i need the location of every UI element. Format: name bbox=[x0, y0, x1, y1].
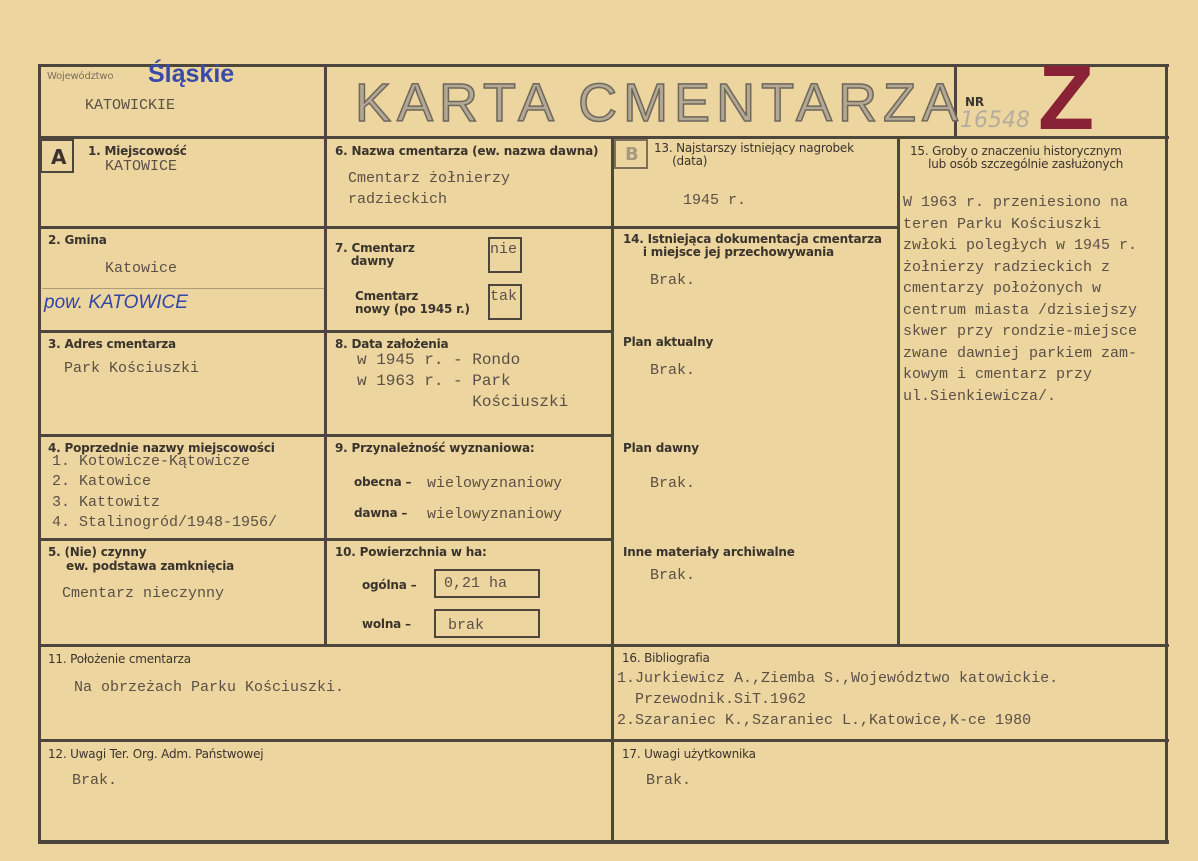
f3-value: Park Kościuszki bbox=[64, 360, 200, 377]
f7-nowy-box bbox=[488, 284, 522, 320]
nr-label: NR bbox=[965, 95, 984, 109]
section-a-marker bbox=[40, 139, 74, 173]
plan-dawny-value: Brak. bbox=[650, 475, 696, 492]
plan-dawny-label: Plan dawny bbox=[623, 441, 699, 455]
nr-value: 16548 bbox=[960, 108, 1030, 133]
f5-value: Cmentarz nieczynny bbox=[62, 585, 225, 602]
f2-handwritten: pow. KATOWICE bbox=[44, 292, 188, 313]
f9-dawna-value: wielowyznaniowy bbox=[427, 506, 563, 523]
f10-ogolna-value: 0,21 ha bbox=[444, 575, 508, 592]
f14-value: Brak. bbox=[650, 272, 696, 289]
voivodeship-stamp: Śląskie bbox=[148, 60, 235, 88]
f6-value: Cmentarz żołnierzy radzieckich bbox=[348, 170, 511, 208]
f17-value: Brak. bbox=[646, 772, 692, 789]
f10-wolna-box bbox=[434, 609, 540, 638]
f13-value: 1945 r. bbox=[683, 192, 747, 209]
frame-right bbox=[1165, 64, 1168, 844]
f10-wolna-value: brak bbox=[448, 617, 485, 634]
f9-dawna-label: dawna – bbox=[354, 506, 408, 520]
col-line-1 bbox=[324, 136, 327, 645]
f16-value: 1.Jurkiewicz A.,Ziemba S.,Województwo katowickie. Przewodnik.SiT.1962 2.Szaraniec K.,Szaraniec L.,Katowice,K-ce 1980 bbox=[617, 670, 1059, 729]
row-line bbox=[38, 644, 1169, 647]
f14-label: 14. Istniejąca dokumentacja cmentarza i miejsce jej przechowywania bbox=[623, 232, 882, 259]
f17-label: 17. Uwagi użytkownika bbox=[622, 747, 756, 761]
row-line bbox=[38, 330, 614, 333]
f4-value-4: 4. Stalinogród/1948-1956/ bbox=[52, 514, 278, 531]
f5-sublabel: ew. podstawa zamknięcia bbox=[66, 559, 235, 573]
f1-value: KATOWICE bbox=[105, 158, 178, 175]
col-line-2 bbox=[611, 136, 614, 842]
f12-label: 12. Uwagi Ter. Org. Adm. Państwowej bbox=[48, 747, 264, 761]
f7-dawny-value: nie bbox=[490, 241, 518, 258]
section-b-letter: B bbox=[625, 144, 639, 165]
plan-aktualny-value: Brak. bbox=[650, 362, 696, 379]
f3-label: 3. Adres cmentarza bbox=[48, 337, 176, 351]
gmina-divider bbox=[42, 288, 324, 289]
f5-label: 5. (Nie) czynny bbox=[48, 545, 147, 559]
row-line bbox=[38, 538, 614, 541]
card-title: KARTA CMENTARZA bbox=[355, 73, 965, 133]
col-line-3 bbox=[897, 136, 900, 645]
voivodeship-typed: KATOWICKIE bbox=[85, 97, 176, 114]
f8-value: w 1945 r. - Rondo w 1963 r. - Park Kościuszki bbox=[357, 351, 569, 411]
f1-label: 1. Miejscowość bbox=[88, 144, 187, 158]
category-mark: Z bbox=[1038, 47, 1095, 149]
f15-label: 15. Groby o znaczeniu historycznym lub osób szczególnie zasłużonych bbox=[910, 144, 1124, 171]
f11-value: Na obrzeżach Parku Kościuszki. bbox=[74, 679, 345, 696]
f2-label: 2. Gmina bbox=[48, 233, 107, 247]
f10-wolna-label: wolna – bbox=[362, 617, 411, 631]
f13-label: 13. Najstarszy istniejący nagrobek (data) bbox=[654, 141, 854, 168]
f4-value-2: 2. Katowice bbox=[52, 473, 152, 490]
inne-materialy-label: Inne materiały archiwalne bbox=[623, 545, 795, 559]
f7-nowy-label: Cmentarz nowy (po 1945 r.) bbox=[355, 289, 470, 316]
f15-value: W 1963 r. przeniesiono na teren Parku Kościuszki zwłoki poległych w 1945 r. żołnierzy radzieckich z cmentarzy położonych w centrum miasta /dzisiejszy skwer przy rondzie-miejsce zwane dawniej parkiem zam- kowym i cmentarz przy ul.Sienkiewicza/. bbox=[903, 194, 1138, 405]
f4-label: 4. Poprzednie nazwy miejscowości bbox=[48, 441, 275, 455]
frame-bottom bbox=[38, 840, 1169, 844]
voivodeship-label: Województwo bbox=[47, 71, 114, 82]
f16-label: 16. Bibliografia bbox=[622, 651, 710, 665]
f2-value: Katowice bbox=[105, 260, 178, 277]
f7-dawny-label: 7. Cmentarz dawny bbox=[335, 241, 415, 268]
section-a-letter: A bbox=[51, 145, 67, 169]
f9-obecna-value: wielowyznaniowy bbox=[427, 475, 563, 492]
f11-label: 11. Położenie cmentarza bbox=[48, 652, 191, 666]
header-divider bbox=[38, 136, 1169, 139]
plan-aktualny-label: Plan aktualny bbox=[623, 335, 714, 349]
f10-ogolna-label: ogólna – bbox=[362, 578, 417, 592]
header-col-1 bbox=[324, 64, 327, 137]
frame-left bbox=[38, 64, 41, 844]
f10-label: 10. Powierzchnia w ha: bbox=[335, 545, 487, 559]
f7-nowy-value: tak bbox=[490, 288, 518, 305]
f10-ogolna-box bbox=[434, 569, 540, 598]
f4-value-3: 3. Kattowitz bbox=[52, 494, 161, 511]
f8-label: 8. Data założenia bbox=[335, 337, 449, 351]
f6-label: 6. Nazwa cmentarza (ew. nazwa dawna) bbox=[335, 144, 599, 158]
f12-value: Brak. bbox=[72, 772, 118, 789]
inne-materialy-value: Brak. bbox=[650, 567, 696, 584]
row-line bbox=[38, 739, 1169, 742]
row-line bbox=[38, 434, 614, 437]
f4-value-1: 1. Kotowicze-Kątowicze bbox=[52, 453, 251, 470]
section-b-marker bbox=[614, 139, 648, 169]
f9-obecna-label: obecna – bbox=[354, 475, 412, 489]
f9-label: 9. Przynależność wyznaniowa: bbox=[335, 441, 535, 455]
row-line bbox=[38, 226, 900, 229]
f7-dawny-box bbox=[488, 237, 522, 273]
